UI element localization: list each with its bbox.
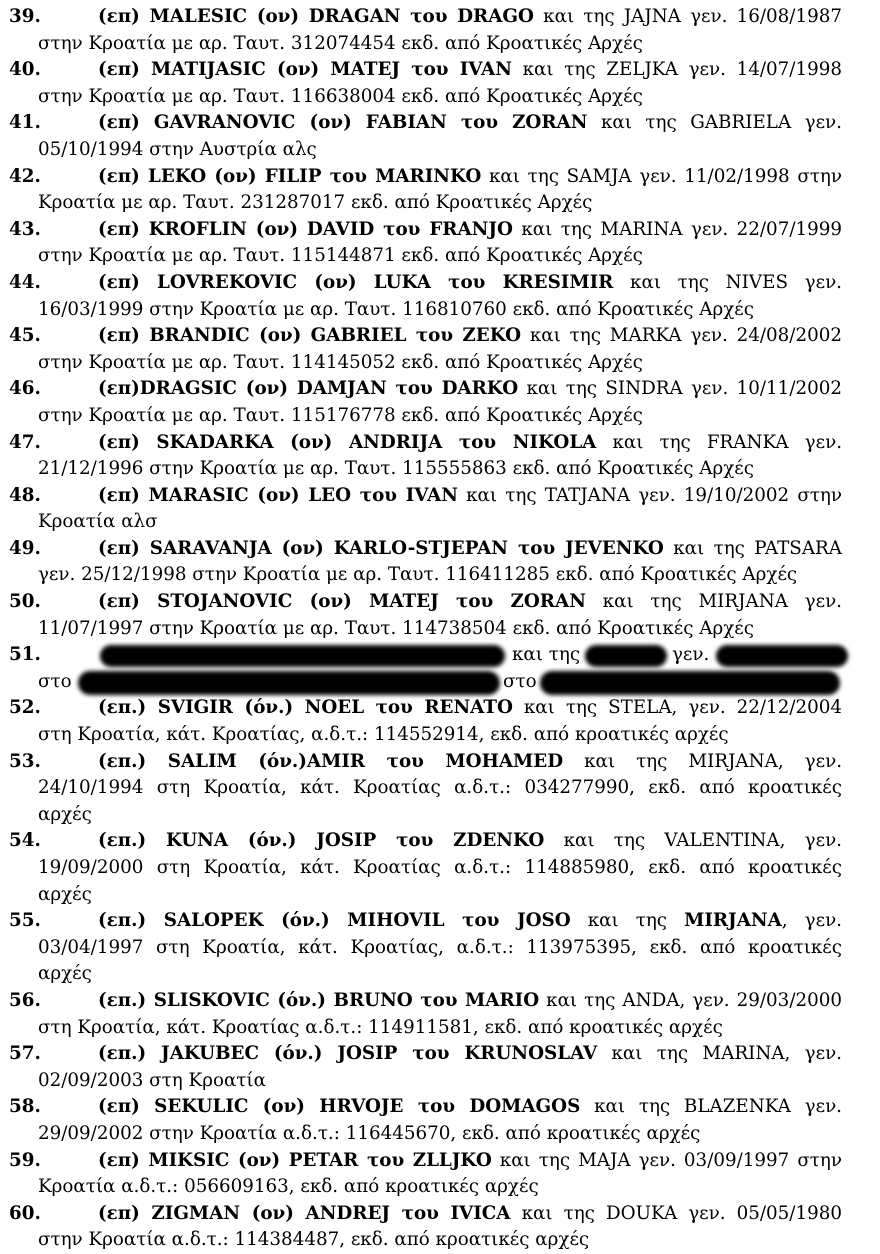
entry-text: και της	[570, 910, 685, 932]
entry-continuation-line: στην Κροατία με αρ. Ταυτ. 115176778 εκδ. από Κροατικές Αρχές	[38, 404, 643, 426]
entry-text: στο	[38, 670, 72, 692]
entry-number: 59.	[9, 1149, 41, 1171]
person-name: (επ.) JAKUBEC (όν.) JOSIP του KRUNOSLAV	[98, 1043, 598, 1065]
person-name: (επ.) KUNA (όν.) JOSIP του ZDENKO	[98, 830, 545, 852]
entry-first-line	[0, 695, 880, 722]
entry-text: και της VALENTINA, γεν.	[544, 830, 842, 852]
list-item	[0, 270, 880, 323]
list-item	[0, 828, 880, 908]
person-name: (επ) ZIGMAN (ον) ANDREJ του IVICA	[98, 1202, 511, 1224]
entry-text: και της DOUKA γεν. 05/05/1980	[510, 1202, 842, 1224]
entry-number: 49.	[9, 537, 41, 559]
list-item	[0, 589, 880, 642]
person-name: (επ) STOJANOVIC (ον) MATEJ του ZORAN	[98, 591, 586, 613]
entry-continuation-line: 19/09/2000 στη Κροατία, κάτ. Κροατίας α.δ.τ.: 114885980, εκδ. από κροατικές	[38, 857, 842, 878]
list-item	[0, 1201, 880, 1254]
entry-text: και της MARINA, γεν.	[597, 1043, 842, 1065]
entry-text: και της MIRJANA, γεν.	[563, 750, 842, 772]
person-name: (επ) BRANDIC (ον) GABRIEL του ZEKO	[98, 325, 522, 347]
list-item	[0, 376, 880, 429]
entry-number: 58.	[9, 1096, 41, 1118]
entry-continuation-line: στη Κροατία, κάτ. Κροατίας α.δ.τ.: 114911581, εκδ. από κροατικές αρχές	[38, 1016, 723, 1038]
entry-first-line	[0, 270, 880, 297]
entry-text: και της	[512, 644, 581, 666]
person-name: (επ)DRAGSIC (ον) DAMJAN του DARKO	[98, 378, 519, 400]
person-name: (επ) LEKO (ον) FILIP του MARINKO	[98, 165, 482, 187]
entry-number: 54.	[9, 830, 41, 852]
entry-continuation-line: Κροατία με αρ. Ταυτ. 231287017 εκδ. από Κροατικές Αρχές	[38, 192, 593, 214]
entry-continuation-line: 16/03/1999 στην Κροατία με αρ. Ταυτ. 116810760 εκδ. από Κροατικές Αρχές	[38, 298, 755, 320]
entry-text: και της MARKA γεν. 24/08/2002	[521, 325, 842, 347]
list-item	[0, 323, 880, 376]
person-name: (επ) MALESIC (ον) DRAGAN του DRAGO	[98, 6, 534, 27]
list-item	[0, 217, 880, 270]
entry-first-line	[0, 908, 880, 935]
entry-first-line	[0, 430, 880, 457]
person-name: MIRJANA	[684, 910, 782, 932]
entry-first-line	[0, 1201, 880, 1228]
entry-first-line	[0, 536, 880, 563]
entry-first-line	[0, 4, 880, 31]
entry-first-line	[0, 642, 880, 669]
list-item	[0, 110, 880, 163]
document-page	[0, 4, 880, 1254]
entry-first-line	[0, 749, 880, 776]
entry-first-line	[0, 988, 880, 1015]
entry-continuation-line: στην Κροατία με αρ. Ταυτ. 312074454 εκδ. από Κροατικές Αρχές	[38, 32, 643, 54]
entry-number: 57.	[9, 1043, 41, 1065]
entry-text: και της MIRJANA γεν.	[585, 591, 842, 613]
entry-text: και της STELA, γεν. 22/12/2004	[512, 697, 843, 719]
entry-number: 60.	[9, 1202, 41, 1224]
person-name: (επ) MIKSIC (ον) PETAR του ZLLJKO	[98, 1149, 492, 1171]
entry-number: 53.	[9, 750, 41, 772]
list-item	[0, 536, 880, 589]
entry-first-line	[0, 1041, 880, 1068]
entry-text: και της MAJA γεν. 03/09/1997 στην	[491, 1149, 842, 1171]
person-name: (επ) MATIJASIC (ον) MATEJ του IVAN	[98, 59, 512, 81]
entry-text: γεν.	[672, 644, 710, 666]
list-item	[0, 57, 880, 110]
person-name: (επ) SKADARKA (ον) ANDRIJA του NIKOLA	[98, 431, 597, 453]
entry-number: 46.	[9, 378, 41, 400]
entry-number: 41.	[9, 112, 41, 134]
entry-continuation-line: Κροατία α.δ.τ.: 056609163, εκδ. από κροατικές αρχές	[38, 1176, 539, 1198]
entry-first-line	[0, 589, 880, 616]
entry-number: 50.	[9, 591, 41, 613]
entry-text: στο	[503, 670, 537, 692]
entry-number: 44.	[9, 271, 41, 293]
list-item	[0, 1094, 880, 1147]
person-name: (επ) GAVRANOVIC (ον) FABIAN του ZORAN	[98, 112, 588, 134]
list-item	[0, 908, 880, 988]
person-name: (επ) KROFLIN (ον) DAVID του FRANJO	[98, 218, 513, 240]
entry-text: και της BLAZENKA γεν.	[580, 1096, 842, 1118]
entry-number: 45.	[9, 325, 41, 347]
entry-first-line	[0, 376, 880, 403]
entry-continuation-line: Κροατία αλσ	[38, 511, 158, 533]
list-item	[0, 988, 880, 1041]
list-item	[0, 1148, 880, 1201]
entry-number: 43.	[9, 218, 41, 240]
person-name: (επ.) SLISKOVIC (όν.) BRUNO του MARIO	[98, 989, 540, 1011]
entry-text: και της TATJANA γεν. 19/10/2002 στην	[457, 484, 842, 506]
list-item	[0, 749, 880, 829]
list-item	[0, 483, 880, 536]
entry-first-line	[0, 164, 880, 191]
entry-number: 47.	[9, 431, 41, 453]
entry-text: και της SAMJA γεν. 11/02/1998 στην	[481, 165, 842, 187]
entry-continuation-line: γεν. 25/12/1998 στην Κροατία με αρ. Ταυτ. 116411285 εκδ. από Κροατικές Αρχές	[38, 564, 798, 586]
person-name: (επ.) SALOPEK (όν.) MIHOVIL του JOSO	[98, 910, 571, 932]
entry-continuation-line: αρχές	[38, 803, 92, 825]
entry-text: και της JAJNA γεν. 16/08/1987	[533, 6, 842, 27]
redaction-bar	[716, 645, 848, 667]
entry-continuation-line: 29/09/2002 στην Κροατία α.δ.τ.: 116445670, εκδ. από κροατικές αρχές	[38, 1122, 701, 1144]
redaction-bar	[100, 645, 505, 667]
person-name: (επ) LOVREKOVIC (ον) LUKA του KRESIMIR	[98, 271, 614, 293]
entry-first-line	[0, 1148, 880, 1175]
entry-continuation-line	[0, 669, 880, 696]
entry-continuation-line: στη Κροατία, κάτ. Κροατίας, α.δ.τ.: 114552914, εκδ. από κροατικές αρχές	[38, 724, 729, 746]
entry-number: 51.	[9, 644, 41, 666]
entry-number: 52.	[9, 697, 41, 719]
entry-text: και της ANDA, γεν. 29/03/2000	[539, 989, 842, 1011]
redaction-bar	[78, 671, 500, 695]
entry-continuation-line: 05/10/1994 στην Αυστρία αλς	[38, 138, 317, 160]
entry-first-line	[0, 828, 880, 855]
entry-number: 55.	[9, 910, 41, 932]
entry-continuation-line: 02/09/2003 στη Κροατία	[38, 1069, 266, 1091]
entry-text: και της FRANKA γεν.	[596, 431, 843, 453]
entry-first-line	[0, 1094, 880, 1121]
person-name: (επ.) SALIM (όν.)AMIR του MOHAMED	[98, 750, 564, 772]
entry-text: και της GABRIELA γεν.	[587, 112, 842, 134]
entry-first-line	[0, 217, 880, 244]
entry-text: , γεν.	[781, 910, 842, 932]
entry-text: και της NIVES γεν.	[613, 271, 842, 293]
person-name: (επ) SEKULIC (ον) HRVOJE του DOMAGOS	[98, 1096, 581, 1118]
list-item	[0, 695, 880, 748]
entry-continuation-line: στην Κροατία με αρ. Ταυτ. 114145052 εκδ. από Κροατικές Αρχές	[38, 351, 643, 373]
entry-number: 42.	[9, 165, 41, 187]
list-item	[0, 1041, 880, 1094]
entry-first-line	[0, 110, 880, 137]
entry-first-line	[0, 483, 880, 510]
entry-number: 48.	[9, 484, 41, 506]
redaction-bar	[540, 671, 840, 695]
entry-text: και της SINDRA γεν. 10/11/2002	[518, 378, 843, 400]
entry-continuation-line: στην Κροατία με αρ. Ταυτ. 115144871 εκδ. από Κροατικές Αρχές	[38, 245, 643, 267]
entry-continuation-line: 03/04/1997 στη Κροατία, κάτ. Κροατίας, α.δ.τ.: 113975395, εκδ. από κροατικές	[38, 936, 842, 958]
list-item	[0, 430, 880, 483]
entry-continuation-line: αρχές	[38, 883, 92, 905]
entry-continuation-line: στην Κροατία α.δ.τ.: 114384487, εκδ. από κροατικές αρχές	[38, 1229, 590, 1251]
entry-continuation-line: 11/07/1997 στην Κροατία με αρ. Ταυτ. 114738504 εκδ. από Κροατικές Αρχές	[38, 617, 755, 639]
entry-continuation-line: 21/12/1996 στην Κροατία με αρ. Ταυτ. 115555863 εκδ. από Κροατικές Αρχές	[38, 458, 755, 480]
list-item	[0, 4, 880, 57]
entry-continuation-line: στην Κροατία με αρ. Ταυτ. 116638004 εκδ. από Κροατικές Αρχές	[38, 85, 643, 107]
redaction-bar	[585, 645, 667, 667]
person-name: (επ) SARAVANJA (ον) KARLO-STJEPAN του JEVENKO	[98, 537, 664, 559]
redacted-list-item	[0, 642, 880, 695]
entry-number: 56.	[9, 989, 41, 1011]
person-name: (επ) MARASIC (ον) LEO του IVAN	[98, 484, 458, 506]
entry-number: 40.	[9, 59, 41, 81]
person-name: (επ.) SVIGIR (όν.) NOEL του RENATO	[98, 697, 513, 719]
entry-text: και της ZELJKA γεν. 14/07/1998	[511, 59, 842, 81]
entry-text: και της MARINA γεν. 22/07/1999	[512, 218, 843, 240]
entry-first-line	[0, 323, 880, 350]
entry-number: 39.	[9, 6, 41, 27]
entry-text: και της PATSARA	[663, 537, 842, 559]
list-item	[0, 164, 880, 217]
entry-continuation-line: αρχές	[38, 963, 92, 985]
entry-first-line	[0, 57, 880, 84]
entry-continuation-line: 24/10/1994 στη Κροατία, κάτ. Κροατίας α.δ.τ.: 034277990, εκδ. από κροατικές	[38, 777, 842, 799]
